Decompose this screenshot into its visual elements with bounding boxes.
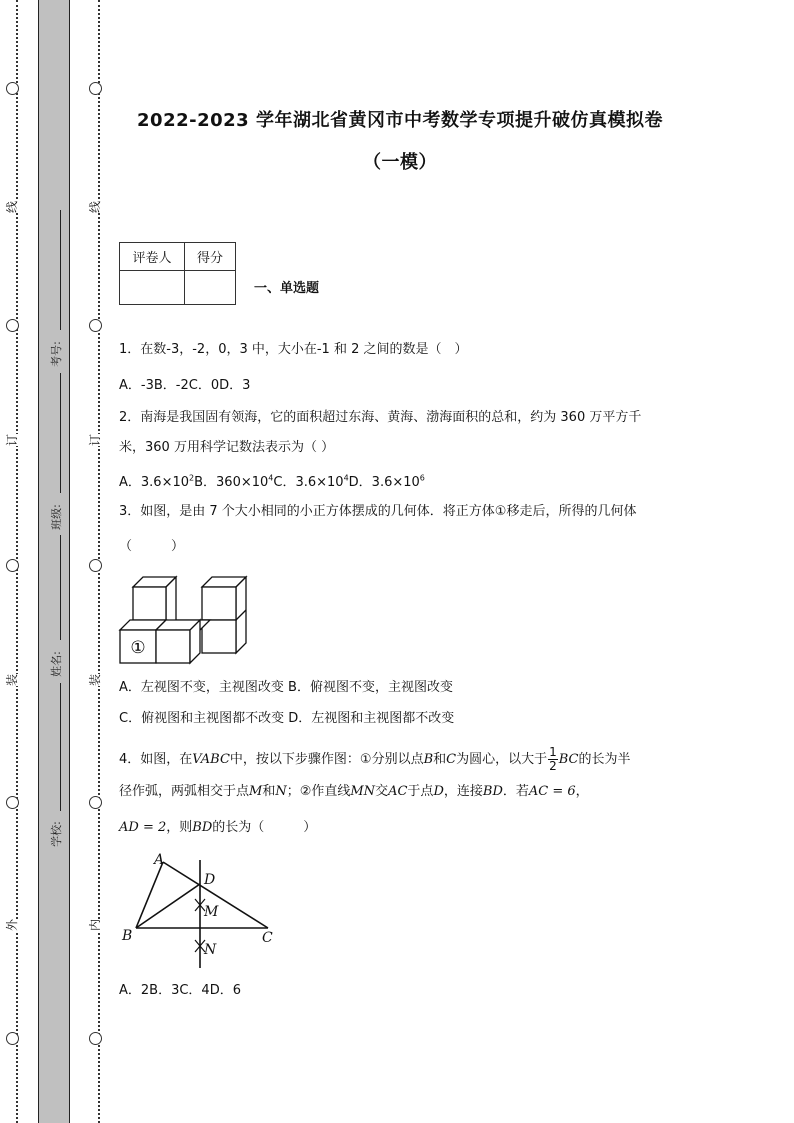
binding-hole [89,1032,102,1045]
cube-figure [118,575,258,670]
field-label-school: 学校: [49,821,63,847]
field-underline[interactable] [60,535,61,640]
binding-hole [89,796,102,809]
svg-text:D: D [204,872,216,888]
section-title: 一、单选题 [254,281,320,296]
svg-text:M: M [204,904,219,920]
score-table-header: 评卷人 [120,243,185,271]
svg-text:C: C [262,930,273,946]
field-label-class: 班级: [49,504,63,530]
margin-char-wai: 外 [5,918,20,932]
question-4-options: A．2B．3C．4D．6 [119,983,241,998]
question-2-stem-line1: 2．南海是我国固有领海，它的面积超过东海、黄海、渤海面积的总和，约为 360 万平方千 [119,410,642,425]
fraction-one-half: $\frac{1}{2}$ [549,745,557,773]
page-subtitle: （一模） [363,152,437,173]
option-b: B．$360\times 10^4$ [194,474,274,491]
svg-text:B: B [122,928,133,944]
option-a: A．$3.6\times 10^2$ [119,474,195,491]
binding-band [38,0,70,1123]
svg-text:N: N [204,942,217,958]
margin-char-xian: 线 [5,200,20,214]
question-4-stem-line3: AD = 2，则BD的长为（ ） [119,820,317,835]
question-2-stem-line2: 米，360 万用科学记数法表示为（ ） [119,440,335,455]
question-2-options [119,471,425,491]
score-table [119,242,236,305]
margin-char-ding: 订 [88,433,103,447]
score-cell[interactable] [185,271,236,305]
field-underline[interactable] [60,210,61,330]
field-label-name: 姓名: [49,651,63,677]
question-3-stem-line1: 3．如图，是由 7 个大小相同的小正方体摆成的几何体．将正方体①移走后，所得的几何体 [119,504,637,519]
question-3-stem-line2: （ ） [119,539,185,554]
binding-hole [6,82,19,95]
question-3-options-line1: A．左视图不变，主视图改变 B．俯视图不变，主视图改变 [119,680,453,695]
margin-char-nei: 内 [88,918,103,932]
binding-hole [6,1032,19,1045]
page-title: 2022-2023 学年湖北省黄冈市中考数学专项提升破仿真模拟卷 [137,110,663,131]
option-c: C．$3.6\times 10^4$ [273,474,349,491]
question-1-options: A．-3B．-2C．0D．3 [119,378,251,393]
triangle-figure [118,850,288,975]
binding-hole [89,559,102,572]
question-4-stem-line1: 4．如图，在VABC中，按以下步骤作图：①分别以点B和C为圆心，以大于 $\frac{1}{2}$ BC的长为半 [119,745,631,773]
binding-hole [6,319,19,332]
question-3-options-line2: C．俯视图和主视图都不改变 D．左视图和主视图都不改变 [119,711,455,726]
svg-text:A: A [154,852,165,868]
field-underline[interactable] [60,683,61,811]
field-underline[interactable] [60,373,61,493]
question-1-stem: 1．在数-3，-2，0，3 中，大小在-1 和 2 之间的数是（ ） [119,342,468,357]
binding-hole [89,319,102,332]
margin-char-ding: 订 [5,433,20,447]
field-label-exam-number: 考号: [49,341,63,367]
binding-hole [89,82,102,95]
binding-hole [6,559,19,572]
option-d: D．$3.6\times 10^6$ [348,474,425,491]
question-4-stem-line2: 径作弧，两弧相交于点M和N；②作直线MN交AC于点D，连接BD．若AC = 6， [119,784,589,799]
margin-char-zhuang: 装 [5,673,20,687]
cube-1-label: ① [130,638,146,658]
margin-char-xian: 线 [88,200,103,214]
margin-char-zhuang: 装 [88,673,103,687]
score-table-header: 得分 [185,243,236,271]
grader-cell[interactable] [120,271,185,305]
binding-hole [6,796,19,809]
